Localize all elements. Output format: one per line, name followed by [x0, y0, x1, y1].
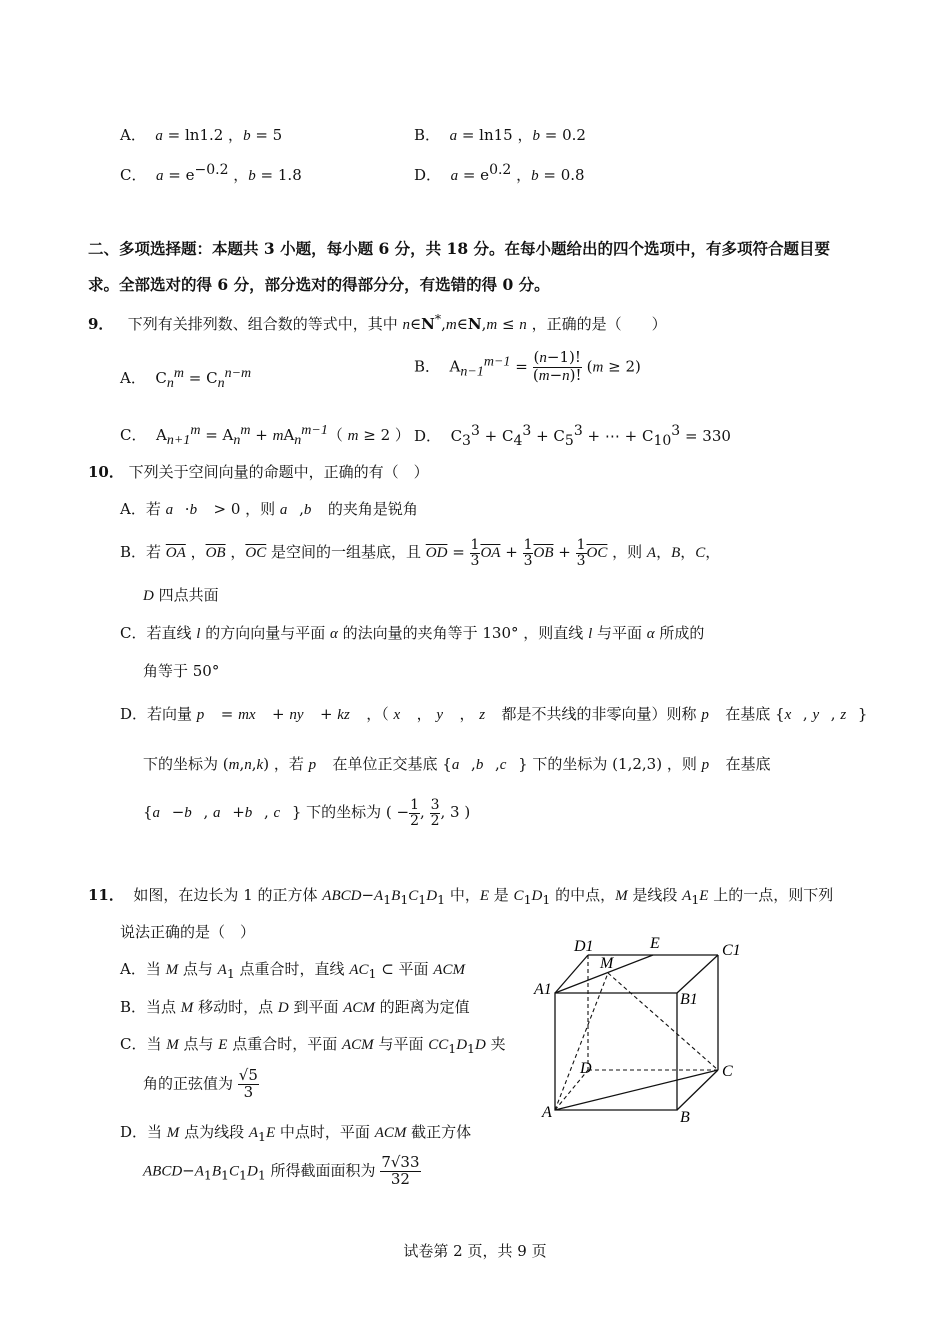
q11-number: 11．: [88, 886, 124, 904]
q10-option-c-cont: 角等于 50°: [143, 662, 220, 680]
label-a1: A1: [534, 981, 552, 998]
q10-option-c: C．若直线 l 的方向向量与平面 α 的法向量的夹角等于 130° ，则直线 l 与平面 α 所成的: [120, 624, 705, 642]
q11-option-c: C．当 M 点与 E 点重合时，平面 ACM 与平面 $CC_1D_1D$ 夹: [120, 1035, 506, 1056]
label-b1: B1: [680, 991, 698, 1008]
edge-bc: [677, 1070, 718, 1110]
page-footer: 试卷第 2 页，共 9 页: [403, 1242, 547, 1260]
q10-option-b-cont: D 四点共面: [143, 586, 219, 604]
hidden-segment-mc: [608, 973, 718, 1070]
edge-a1d1: [555, 955, 588, 993]
q9-option-c: C． $A_{n+1}^m = A_n^m + mA_n^{m-1}$（ m ≥ 2 ）: [120, 423, 410, 448]
q10-option-d-line3: {a⃗−b⃗, a⃗+b⃗, c⃗} 下的坐标为 ( − $\frac{1}{2}$ , $\frac{3}{2}$ , 3 ): [143, 797, 471, 829]
q10-option-a: A．若 a⃗·b⃗ > 0 ，则 a⃗,b⃗ 的夹角是锐角: [120, 500, 418, 518]
label-a: A: [542, 1104, 552, 1121]
q10-stem: [88, 461, 429, 482]
section2-line1: 二、多项选择题：本题共 3 小题，每小题 6 分，共 18 分。在每小题给出的四个选项中，有多项符合题目要: [88, 239, 831, 258]
label-b: B: [680, 1109, 690, 1126]
label-c: C: [722, 1063, 733, 1080]
q9-stem: 9． 下列有关排列数、组合数的等式中，其中 n∈N*,m∈N,m ≤ n ，正确的是（ ）: [88, 311, 667, 333]
q11-option-d-cont: $ABCD-A_1B_1C_1D_1$ 所得截面面积为 $\frac{7√33}{32}$: [143, 1153, 420, 1188]
q11-option-c-cont: 角的正弦值为 $\frac{√5}{3}$: [143, 1066, 258, 1101]
q8-option-b: B． a = ln15 ，b = 0.2: [414, 126, 586, 144]
q11-option-b: B．当点 M 移动时，点 D 到平面 ACM 的距离为定值: [120, 998, 470, 1016]
label-e: E: [650, 935, 660, 952]
q10-option-b: B．若 $\overline{OA}$ ，$\overline{OB}$ ，$\overline{OC}$ 是空间的一组基底，且 $\overline{OD}$ = $\frac{1}{3}$ $\overline{OA}$ + $\frac{1}{3}$ $\overline{OB}$ + $\frac{1}{3}$ $\overline{OC}$ ，则 A，B，C，: [120, 537, 721, 569]
q9-option-a: A． $C_n^m = C_n^{n-m}$: [120, 366, 252, 391]
q10-stem-text: 下列关于空间向量的命题中，正确的有（ ）: [128, 463, 429, 481]
section2-line2: 求。全部选对的得 6 分，部分选对的得部分分，有选错的得 0 分。: [88, 275, 550, 294]
label-d1: D1: [574, 938, 594, 955]
q9-option-b: B． $A_{n-1}^{m-1}$ = $\frac{(n-1)!}{(m-n)!}$ (m ≥ 2): [414, 348, 641, 384]
front-face: [555, 993, 677, 1110]
q10-number: 10．: [88, 463, 124, 481]
q9-option-d: D． $C_3^3 + C_4^3 + C_5^3$ + ⋯ + $C_{10}^3 = 330$: [414, 423, 731, 449]
q11-stem: 11． 如图，在边长为 1 的正方体 $ABCD-A_1B_1C_1D_1$ 中，E 是 $C_1D_1$ 的中点，M 是线段 $A_1E$ 上的一点，则下列: [88, 886, 834, 907]
q9-number: 9．: [88, 315, 114, 333]
q11-option-a: A．当 M 点与 $A_1$ 点重合时，直线 $AC_1$ ⊂ 平面 ACM: [120, 960, 465, 981]
q8-option-c: C． $a = e^{-0.2}$ ，b = 1.8: [120, 162, 302, 184]
q10-option-d: D．若向量 p⃗ = mx⃗ + ny⃗ + kz⃗ ，（ x⃗ ， y⃗ ， z⃗ 都是不共线的非零向量）则称 p⃗ 在基底 {x⃗, y⃗, z⃗}: [120, 705, 868, 723]
q11-option-d: D．当 M 点为线段 $A_1E$ 中点时，平面 ACM 截正方体: [120, 1123, 472, 1144]
q8-option-d: D． $a = e^{0.2}$ ，b = 0.8: [414, 162, 585, 184]
q11-stem2: 说法正确的是（ ）: [120, 923, 256, 941]
label-d: D: [580, 1060, 592, 1077]
edge-b1c1: [677, 955, 718, 993]
label-m: M: [600, 955, 614, 972]
cube-figure: [530, 930, 750, 1130]
label-c1: C1: [722, 942, 741, 959]
q10-option-d-line2: 下的坐标为 (m,n,k) ，若 p⃗ 在单位正交基底 {a⃗,b⃗,c⃗} 下的坐标为 (1,2,3) ，则 p⃗ 在基底: [143, 755, 771, 773]
q8-option-a: A． a = ln1.2 ，b = 5: [120, 126, 283, 144]
